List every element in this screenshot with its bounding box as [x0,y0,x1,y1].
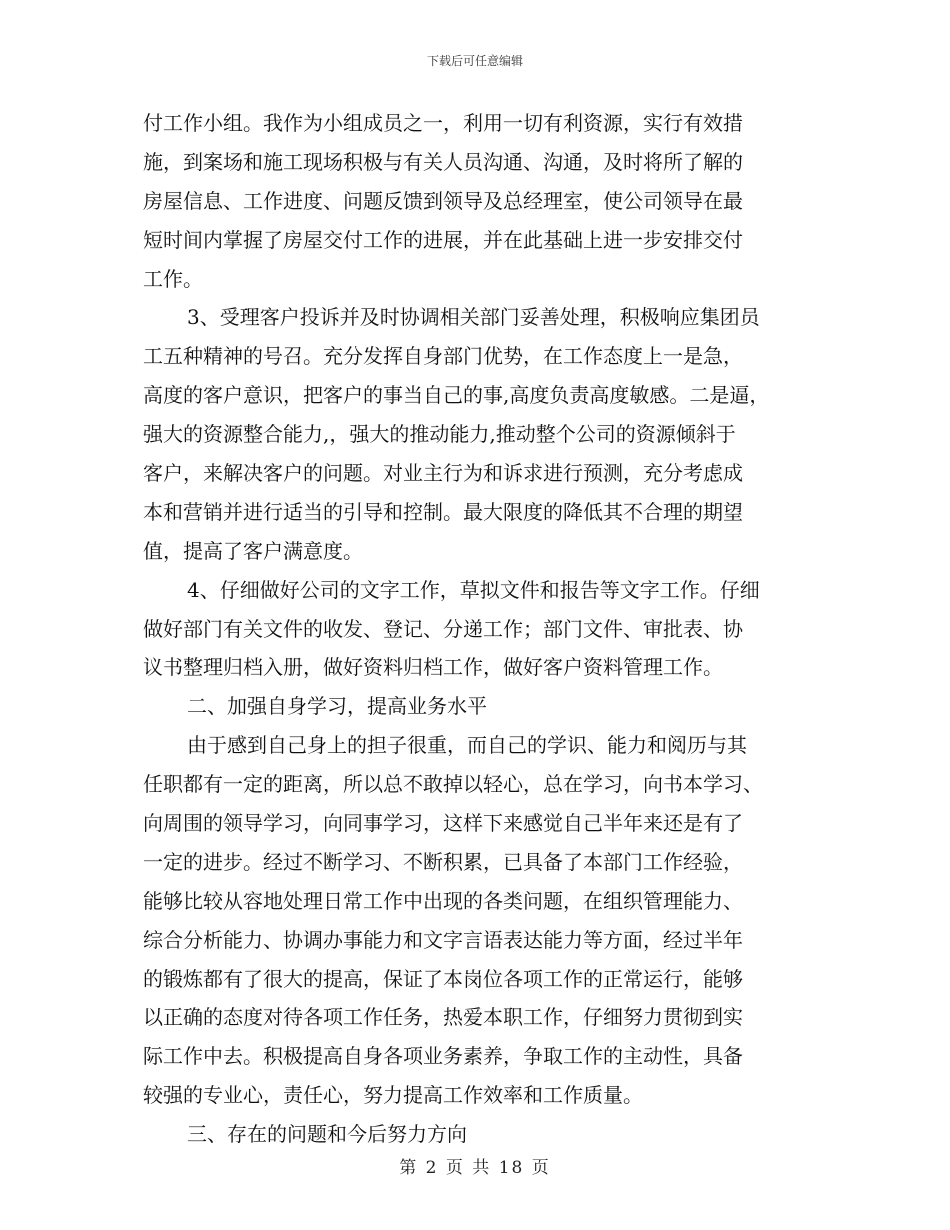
section-heading: 二、加强自身学习，提高业务水平 [187,694,487,719]
text-line: 值，提高了客户满意度。 [143,538,363,563]
text-line: 一定的进步。经过不断学习、不断积累，已具备了本部门工作经验， [143,849,743,874]
text-line: 3、受理客户投诉并及时协调相关部门妥善处理，积极响应集团员 [187,305,760,330]
text-line: 强大的资源整合能力,，强大的推动能力,推动整个公司的资源倾斜于 [143,422,736,447]
page-header-note: 下载后可任意编辑 [426,54,523,68]
text-line: 向周围的领导学习，向同事学习，这样下来感觉自己半年来还是有了 [143,811,743,836]
text-line: 做好部门有关文件的收发、登记、分递工作；部门文件、审批表、协 [143,616,743,641]
text-line: 4、仔细做好公司的文字工作，草拟文件和报告等文字工作。仔细 [187,577,760,602]
document-body [143,104,819,1154]
text-line: 能够比较从容地处理日常工作中出现的各类问题，在组织管理能力、 [143,888,743,913]
text-line: 房屋信息、工作进度、问题反馈到领导及总经理室，使公司领导在最 [143,188,743,213]
text-line: 以正确的态度对待各项工作任务，热爱本职工作，仔细努力贯彻到实 [143,1005,743,1030]
text-line: 短时间内掌握了房屋交付工作的进展，并在此基础上进一步安排交付 [143,227,743,252]
text-line: 工五种精神的号召。充分发挥自身部门优势，在工作态度上一是急， [143,344,743,369]
text-line: 付工作小组。我作为小组成员之一，利用一切有利资源，实行有效措 [143,111,743,135]
text-line: 施，到案场和施工现场积极与有关人员沟通、沟通，及时将所了解的 [143,149,743,174]
text-line: 客户，来解决客户的问题。对业主行为和诉求进行预测，充分考虑成 [143,461,743,486]
section-heading: 三、存在的问题和今后努力方向 [187,1122,467,1147]
text-line: 综合分析能力、协调办事能力和文字言语表达能力等方面，经过半年 [143,927,743,952]
text-line: 任职都有一定的距离，所以总不敢掉以轻心，总在学习，向书本学习、 [143,772,763,797]
text-line: 工作。 [143,266,203,291]
text-line: 议书整理归档入册，做好资料归档工作，做好客户资料管理工作。 [143,655,723,680]
text-line: 较强的专业心，责任心，努力提高工作效率和工作质量。 [143,1083,643,1108]
text-line: 由于感到自己身上的担子很重，而自己的学识、能力和阅历与其 [187,733,747,758]
text-line: 际工作中去。积极提高自身各项业务素养，争取工作的主动性，具备 [143,1044,743,1069]
page-number: 第 2 页 共 18 页 [399,1158,551,1178]
text-line: 高度的客户意识，把客户的事当自己的事,高度负责高度敏感。二是逼， [143,383,770,408]
text-line: 的锻炼都有了很大的提高，保证了本岗位各项工作的正常运行，能够 [143,966,743,991]
text-line: 本和营销并进行适当的引导和控制。最大限度的降低其不合理的期望 [143,499,743,524]
